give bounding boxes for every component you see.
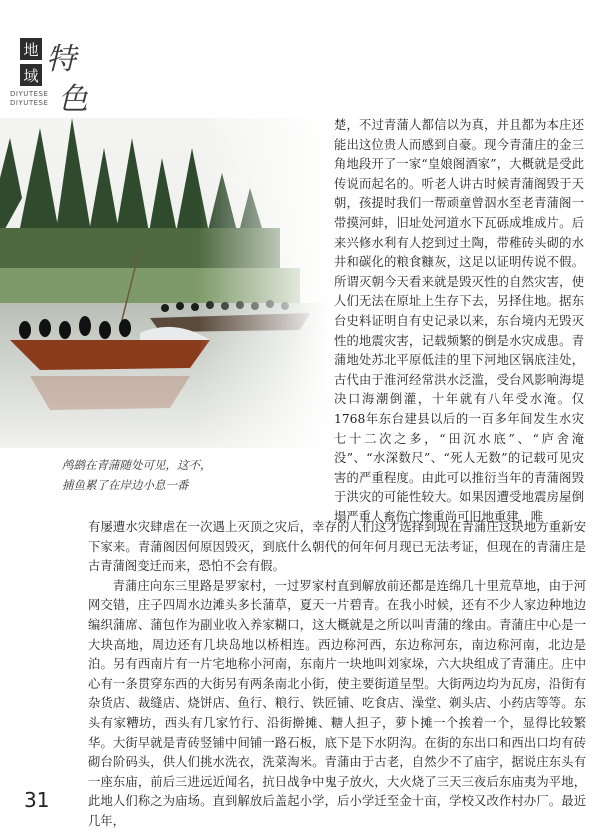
logo-char-se: 色 <box>58 82 88 117</box>
photo-cormorant-boats <box>0 118 330 448</box>
logo-english-2: DIYUTESE <box>10 99 49 107</box>
logo-english-1: DIYUTESE <box>10 90 49 98</box>
logo-char-te: 特 <box>46 42 76 77</box>
paragraph-2: 青蒲庄向东三里路是罗家村，一过罗家村直到解放前还都是连绵几十里荒草地，由于河网交错，庄子四周水边滩头多长蒲草，夏天一片碧青。在我小时候，还有不少人家边种地边编织蒲席、蒲包作为副业收入养家糊口，这大概就是之所以叫青蒲的缘由。青蒲庄中心是一大块高地，周边还有几块岛地以桥相连。西边称河西，东边称河东，南边称河南，北边是泊。另有西南片有一片宅地称小河南，东南片一块地叫刘家垛，六大块组成了青蒲庄。庄中心有一条贯穿东西的大街另有两条南北小街，使主要街道呈型。大街两边均为瓦房，沿街有杂货店、裁缝店、烧饼店、鱼行、粮行、铁匠铺、吃食店、澡堂、剃头店、小药店等等。东头有家糟坊，西头有几家竹行、沿街擀摊、糖人担子，萝卜摊一个挨着一个，显得比较繁华。大街早就是青砖竖铺中间铺一路石板，底下是下水阴沟。在街的东出口和西出口均有砖砌台阶码头，供人们挑水洗衣，洗菜淘米。青蒲由于古老，自然少不了庙宇，据说庄东头有一座东庙，前后三进远近闻名，抗日战争中鬼子放火，大火烧了三天三夜后东庙夷为平地，此地人们称之为庙场。直到解放后盖起小学，后小学迁至金十亩，学校又改作村办厂。最近几年， <box>88 578 586 828</box>
body-text-right-column: 楚，不过青蒲人都信以为真，并且都为本庄还能出这位贵人而感到自豪。现今青蒲庄的金三角地段开了一家“皇娘阁酒家”，大概就是受此传说而起名的。听老人讲古时候青蒲阁毁于天朝，孩提时我们一帮顽童曾泅水至老青蒲阁一带摸河蚌，旧址处河道水下瓦砾成堆成片。后来兴修水利有人挖到过土陶，带稚砖头砌的水井和碳化的粮食糠灰，这足以证明传说不假。所谓灭朝今天看来就是毁灭性的自然灾害，使人们无法在原址上生存下去，另择住地。据东台史料证明自有史记录以来，东台境内无毁灭性的地震灾害，记载频繁的倒是水灾成患。青蒲地处苏北平原低洼的里下河地区锅底洼处，古代由于淮河经常洪水泛滥，受台风影响海堤决口海潮倒灌，十年就有八年受水淹。仅1768年东台建县以后的一百多年间发生水灾七十二次之多，“田沉水底”、“庐舍淹没”、“水深数尺”、“死人无数”的记载可见灾害的严重程度。由此可以推衍当年的青蒲阁毁于洪灾的可能性较大。如果因遭受地震房屋倒塌严重人畜伤亡惨重尚可旧地重建，唯 <box>334 118 584 524</box>
section-logo <box>10 18 130 118</box>
paragraph-1: 有屡遭水灾肆虐在一次遇上灭顶之灾后，幸存的人们这才选择到现在青蒲庄这块地方重新安下家来。青蒲阁因何原因毁灭，到底什么朝代的何年何月现已无法考证，但现在的青蒲庄是古青蒲阁变迁而来，恐怕不会有假。 <box>88 520 586 574</box>
page-number: 31 <box>24 788 50 812</box>
caption-line-1: 鸬鹚在青蒲随处可见，这不， <box>62 458 212 472</box>
caption-line-2: 捕鱼累了在岸边小息一番 <box>62 478 189 492</box>
logo-char-yu: 域 <box>20 64 42 86</box>
logo-char-di: 地 <box>20 38 42 60</box>
photo-illustration <box>0 118 330 448</box>
photo-caption <box>62 455 312 495</box>
body-text-full-width <box>88 518 586 832</box>
